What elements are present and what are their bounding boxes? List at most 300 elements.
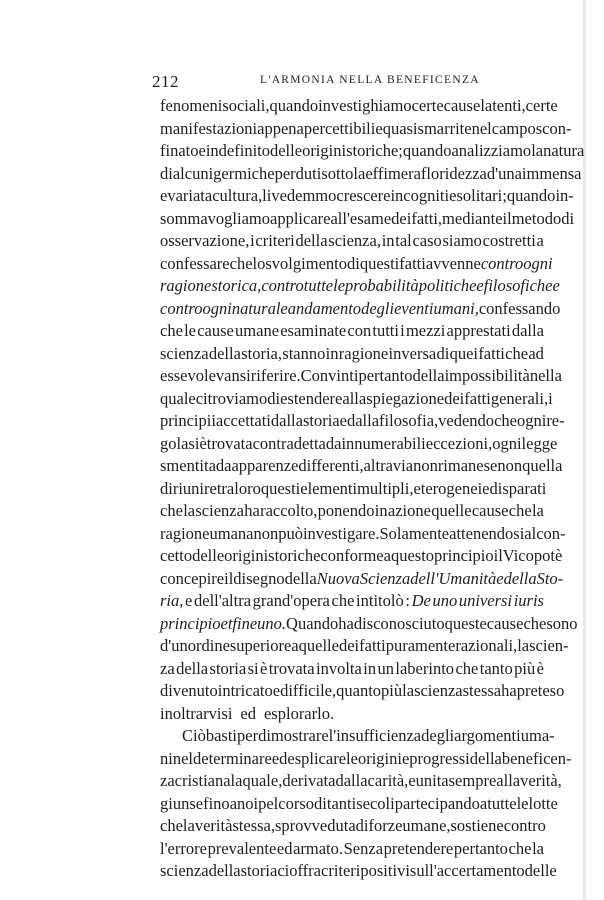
word: troviamo [207, 388, 268, 408]
word: e [482, 478, 490, 498]
word: di [355, 816, 369, 835]
word: le [516, 793, 529, 813]
word: gola [160, 433, 189, 453]
word: in [381, 231, 395, 250]
word: uno. [257, 613, 287, 633]
word: innumerabili [341, 433, 426, 453]
word: il [224, 568, 234, 588]
word: : [405, 591, 410, 610]
word: scienza [414, 681, 463, 700]
word: la [230, 771, 243, 790]
word: più [381, 681, 403, 700]
word: Ciò [182, 726, 206, 745]
text-line [160, 230, 544, 253]
word: siamo [442, 231, 482, 250]
word: contro [160, 298, 203, 318]
word: degli [361, 298, 395, 318]
word: ria, [160, 591, 184, 610]
word: svolgimento [265, 253, 347, 273]
word: per [237, 726, 259, 745]
word: e [552, 276, 560, 295]
word: corso [278, 793, 315, 813]
word: stanno [282, 343, 326, 363]
word: umana [209, 523, 254, 543]
word: che [508, 838, 532, 858]
word: caso [412, 231, 442, 250]
word: dalla [346, 411, 380, 430]
word: della [503, 568, 537, 588]
word: umane [235, 321, 280, 340]
word: tra [216, 478, 235, 498]
word: investigare. [302, 523, 380, 543]
word: storia [302, 411, 340, 430]
word: stessa [462, 681, 502, 700]
word: tutte [303, 276, 334, 295]
word: argomenti [454, 726, 521, 745]
word: della [295, 231, 328, 250]
word: in- [555, 186, 574, 205]
text-line [160, 613, 578, 636]
word: ha [501, 681, 517, 700]
running-title: L'ARMONIA NELLA BENEFICENZA [260, 74, 480, 86]
word: potè [533, 546, 563, 565]
word: con- [536, 523, 566, 543]
word: contro [261, 276, 304, 295]
word: fenomeni [160, 96, 223, 115]
word: germi [213, 163, 252, 183]
word: la [402, 681, 415, 700]
word: accettati [215, 411, 271, 430]
word: può [278, 523, 303, 543]
word: i [548, 388, 553, 408]
word: smarrite [417, 118, 472, 138]
word: contro [503, 816, 546, 835]
word: un [377, 658, 394, 678]
word: apprestati [446, 321, 511, 340]
word: è [199, 433, 207, 453]
text-line [160, 208, 575, 231]
word: ogni [492, 433, 522, 453]
word: non [497, 456, 523, 475]
text-line [160, 478, 547, 501]
word: riunire [172, 478, 217, 498]
word: osservazione, [160, 231, 250, 250]
word: che [455, 658, 479, 678]
word: nella [529, 366, 562, 385]
word: delle [524, 861, 557, 880]
word: di [314, 793, 327, 813]
word: elementi [300, 478, 358, 498]
word: uma- [520, 726, 555, 745]
text-line [160, 320, 544, 343]
word: di [561, 208, 575, 228]
word: fine [232, 613, 258, 633]
word: criteri [321, 861, 361, 880]
word: che [160, 816, 183, 835]
word: indefinito [205, 141, 270, 160]
text-line [160, 725, 555, 748]
text-line [160, 140, 585, 163]
word: esaminate [280, 321, 347, 340]
word: la [532, 838, 544, 858]
word: certe [525, 96, 558, 115]
word: tutte [487, 793, 517, 813]
word: si [188, 433, 200, 453]
text-line [160, 860, 557, 883]
word: di [267, 388, 281, 408]
word: e [339, 411, 347, 430]
word: raccolto, [260, 501, 318, 520]
text-line [160, 500, 544, 523]
word: principio [434, 546, 494, 565]
word: che [523, 613, 547, 633]
text-line [160, 253, 553, 276]
word: origini [224, 546, 269, 565]
word: ad [528, 343, 544, 363]
word: fatti, [411, 208, 443, 228]
word: giunse [160, 793, 204, 813]
text-line [160, 838, 544, 861]
word: puramente [385, 636, 456, 655]
word: pertanto [358, 366, 413, 385]
word: fatti [464, 388, 491, 408]
text-line [160, 703, 544, 726]
text-line [160, 163, 582, 186]
word: scienza [160, 343, 209, 363]
word: eterogenei [413, 478, 483, 498]
word: dalla [270, 411, 303, 430]
word: ogni [516, 411, 547, 430]
word: quale, [242, 771, 283, 790]
word: forze [368, 816, 403, 835]
word: dimostrare [258, 726, 329, 745]
word: ponendo [317, 501, 375, 520]
text-line [160, 568, 564, 591]
word: cause [443, 96, 481, 115]
word: principii [160, 411, 216, 430]
word: della [176, 658, 209, 678]
word: origini [302, 141, 347, 160]
word: apparenze [231, 456, 299, 475]
word: fatti [478, 343, 505, 363]
word: legge [521, 433, 558, 453]
word: a [229, 793, 238, 813]
word: vogliamo [207, 208, 270, 228]
word: ed [276, 838, 293, 858]
word: le [333, 276, 346, 295]
word: storiche [268, 546, 321, 565]
word: queste [444, 613, 487, 633]
text-line [160, 298, 561, 321]
word: immensa [521, 163, 582, 183]
word: e [198, 141, 206, 160]
word: ci [277, 861, 290, 880]
word: multipli, [357, 478, 414, 498]
word: involta [316, 658, 362, 678]
word: lotte [528, 793, 558, 813]
word: tal [395, 231, 412, 250]
word: che [229, 253, 253, 273]
word: quando [269, 96, 319, 115]
word: la [517, 636, 530, 655]
word: fino [203, 793, 230, 813]
word: floridezza [420, 163, 487, 183]
word: Senza [343, 838, 384, 858]
text-line [160, 590, 544, 613]
word: la [531, 141, 544, 160]
word: degli [421, 726, 455, 745]
word: vedemmo [271, 186, 337, 205]
page-number: 212 [152, 72, 179, 91]
word: Scienza [359, 568, 411, 588]
word: impossibilità [444, 366, 530, 385]
word: filosofia, [379, 411, 439, 430]
word: inoltrarvisi [160, 703, 233, 723]
word: che [251, 163, 275, 183]
word: progressi [409, 748, 470, 768]
word: analizziamo [451, 141, 532, 160]
word: verità, [520, 771, 562, 790]
word: di [346, 253, 360, 273]
word: appena [257, 118, 304, 138]
word: fatti [399, 253, 426, 273]
word: in [363, 658, 377, 678]
word: via [392, 456, 414, 475]
word: disparati [489, 478, 547, 498]
word: dei [444, 388, 465, 408]
word: e [476, 276, 484, 295]
word: quando [402, 141, 452, 160]
word: dei [391, 208, 412, 228]
word: beneficen- [501, 748, 572, 768]
word: eventi [394, 298, 434, 318]
word: la [183, 501, 196, 520]
word: che [508, 501, 532, 520]
text-line [160, 343, 544, 366]
word: altra [363, 456, 393, 475]
word: cause [197, 321, 234, 340]
word: et [220, 613, 233, 633]
word: sprovveduta [275, 816, 356, 835]
word: le [346, 748, 358, 768]
word: e [401, 748, 410, 768]
word: De [411, 591, 431, 610]
word: ogni [202, 298, 232, 318]
word: la [182, 816, 195, 835]
word: applicare [270, 208, 331, 228]
word: e [185, 591, 193, 610]
word: quei [449, 343, 479, 363]
word: andamento [287, 298, 362, 318]
word: della [412, 366, 445, 385]
word: finato [160, 141, 199, 160]
text-line [160, 545, 563, 568]
word: uno [432, 591, 458, 610]
word: variata [167, 186, 213, 205]
word: di [160, 478, 173, 498]
word: divenuto [160, 681, 218, 700]
word: Solamente [379, 523, 450, 543]
word: mediante [442, 208, 503, 228]
word: natura [543, 141, 585, 160]
text-line [160, 793, 558, 816]
word: esse [160, 366, 188, 385]
word: cause [471, 501, 509, 520]
text-line [160, 185, 574, 208]
word: che [494, 411, 517, 430]
word: concepire [160, 568, 225, 588]
word: che [505, 343, 529, 363]
word: quale [160, 388, 196, 408]
word: lo [252, 253, 266, 273]
word: sociali, [222, 96, 270, 115]
word: quando [506, 186, 556, 205]
word: campo [491, 118, 536, 138]
word: azione [387, 501, 431, 520]
word: vedendo [438, 411, 495, 430]
word: secoli [356, 793, 395, 813]
word: questo [390, 546, 435, 565]
word: è [260, 658, 268, 678]
word: criteri [255, 231, 295, 250]
word: è [536, 658, 544, 678]
word: alla [342, 388, 367, 408]
word: e [272, 681, 281, 700]
word: a [479, 793, 488, 813]
word: ragione [338, 343, 389, 363]
word: sempre [448, 771, 497, 790]
word: loro [234, 478, 261, 498]
word: pertanto [453, 838, 508, 858]
word: d'un [160, 636, 188, 655]
word: universi [458, 591, 513, 610]
word: scienza [195, 501, 244, 520]
word: quelle [298, 636, 339, 655]
word: ogni [523, 253, 553, 273]
word: Convinti [300, 366, 359, 385]
word: disconosciuto [353, 613, 445, 633]
word: principio [160, 613, 221, 633]
word: laberinto [395, 658, 455, 678]
word: attenendosi [449, 523, 525, 543]
word: l'insufficienza [328, 726, 422, 745]
word: incogniti [390, 186, 450, 205]
word: storia [209, 658, 247, 678]
word: i [250, 231, 255, 250]
word: politiche [418, 276, 477, 295]
word: avvenne [425, 253, 481, 273]
word: scienza [160, 861, 209, 880]
word: nel [172, 748, 194, 768]
text-line [160, 658, 544, 681]
word: confessando [478, 298, 561, 318]
word: basti [205, 726, 238, 745]
word: esplicare [287, 748, 347, 768]
word: inversa [388, 343, 437, 363]
word: generali, [490, 388, 549, 408]
word: naturale [231, 298, 288, 318]
word: za [160, 658, 175, 678]
word: determinare [193, 748, 272, 768]
page-edge-shadow [583, 0, 586, 900]
word: quelle [431, 501, 472, 520]
word: della [284, 568, 317, 588]
word: da [215, 456, 232, 475]
word: somma [160, 208, 208, 228]
word: tutti [372, 321, 399, 340]
word: manifestazioni [160, 118, 258, 138]
word: solitari; [456, 186, 507, 205]
word: dell'altra [194, 591, 252, 610]
word: questi [359, 253, 400, 273]
word: la [353, 163, 366, 183]
word: cetto [160, 546, 193, 565]
word: trovata [268, 658, 315, 678]
word: ordine [187, 636, 230, 655]
text-line [160, 365, 562, 388]
word: metodo [511, 208, 562, 228]
word: questi [260, 478, 301, 498]
word: cristiana [174, 771, 231, 790]
word: armato. [293, 838, 344, 858]
word: le [184, 321, 197, 340]
word: ha [338, 613, 354, 633]
word: sono [546, 613, 578, 633]
word: a [291, 636, 299, 655]
word: Sto- [536, 568, 564, 588]
word: alcuni [172, 163, 214, 183]
word: cultura, [212, 186, 263, 205]
word: perduti [274, 163, 322, 183]
word: non [413, 456, 438, 475]
word: li [262, 186, 272, 205]
word: il [493, 546, 503, 565]
word: sostiene [450, 816, 504, 835]
word: rimane [437, 456, 484, 475]
word: di [160, 163, 173, 183]
word: storiche; [346, 141, 403, 160]
body-text [160, 95, 585, 883]
word: sotto [321, 163, 354, 183]
word: pretendere [383, 838, 454, 858]
word: scienza, [328, 231, 381, 250]
word: che [160, 501, 183, 520]
word: offra [289, 861, 321, 880]
word: di [436, 343, 450, 363]
word: preteso [516, 681, 565, 700]
word: quanto [336, 681, 382, 700]
word: latenti, [480, 96, 526, 115]
word: in [325, 343, 339, 363]
word: che [331, 591, 355, 610]
word: tanto [479, 658, 513, 678]
word: dalla [511, 321, 544, 340]
word: e [160, 186, 168, 205]
word: si [247, 658, 259, 678]
word: contro [480, 253, 524, 273]
word: della [208, 861, 241, 880]
word: prevalente [207, 838, 277, 858]
text-line [160, 95, 558, 118]
word: unita [415, 771, 449, 790]
word: costretti [482, 231, 536, 250]
word: tanti [326, 793, 357, 813]
word: umane, [402, 816, 451, 835]
word: stessa, [232, 816, 276, 835]
word: ragione [160, 276, 212, 295]
text-line [160, 635, 569, 658]
word: ci [195, 388, 208, 408]
